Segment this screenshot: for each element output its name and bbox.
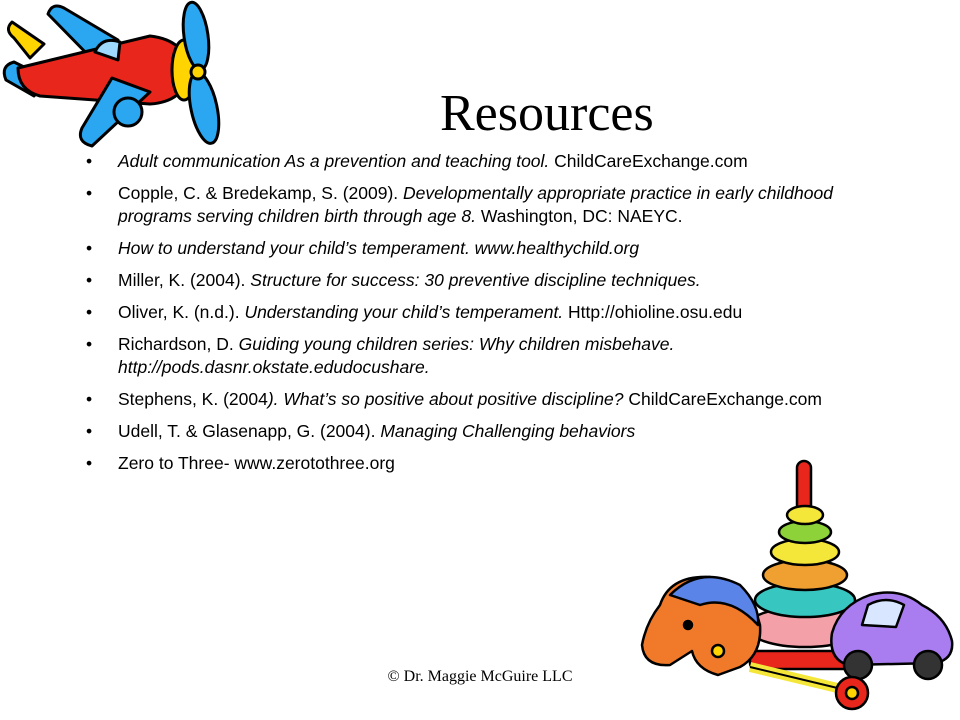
resource-item: [86, 150, 876, 173]
resource-item: [86, 420, 876, 443]
copyright-footer: © Dr. Maggie McGuire LLC: [387, 668, 573, 685]
resource-text: Richardson, D.: [118, 334, 239, 354]
resource-item: [86, 333, 876, 379]
resource-text-italic: Developmentally appropriate practice in early childhood programs serving children birth through age 8.: [118, 183, 833, 226]
resource-text-italic: Adult communication As a prevention and teaching tool.: [118, 151, 550, 171]
bullet-marker: •: [86, 183, 93, 203]
slide-title: Resources: [440, 85, 654, 142]
bullet-marker: •: [86, 238, 93, 258]
resource-text: Stephens, K. (2004: [118, 389, 268, 409]
resource-text-italic: Guiding young children series: Why children misbehave. http://pods.dasnr.okstate.edudocushare.: [118, 334, 675, 377]
bullet-marker: •: [86, 389, 93, 409]
resource-list: [86, 150, 876, 484]
resource-text: Copple, C. & Bredekamp, S. (2009).: [118, 183, 403, 203]
resource-text: Miller, K. (2004).: [118, 270, 251, 290]
resource-item: [86, 388, 876, 411]
bullet-marker: •: [86, 302, 93, 322]
resource-text-italic: Understanding your child’s temperament.: [244, 302, 564, 322]
bullet-marker: •: [86, 334, 93, 354]
resource-text: ChildCareExchange.com: [549, 151, 748, 171]
resource-item: [86, 237, 876, 260]
resource-text: ChildCareExchange.com: [623, 389, 822, 409]
bullet-marker: •: [86, 270, 93, 290]
resource-text: Http://ohioline.osu.edu: [563, 302, 743, 322]
resource-text: Oliver, K. (n.d.).: [118, 302, 245, 322]
airplane-clipart: [0, 0, 230, 170]
resource-text-italic: Structure for success: 30 preventive discipline techniques.: [250, 270, 701, 290]
resource-item: [86, 452, 876, 475]
resource-text-italic: Managing Challenging behaviors: [380, 421, 636, 441]
resource-item: [86, 182, 876, 228]
bullet-marker: •: [86, 453, 93, 473]
resource-text-italic: ). What’s so positive about positive discipline?: [267, 389, 624, 409]
resource-text: Washington, DC: NAEYC.: [475, 206, 683, 226]
resource-item: [86, 269, 876, 292]
bullet-marker: •: [86, 421, 93, 441]
resource-text-italic: How to understand your child’s temperament. www.healthychild.org: [118, 238, 640, 258]
resource-text: Udell, T. & Glasenapp, G. (2004).: [118, 421, 381, 441]
bullet-marker: •: [86, 151, 93, 171]
resource-item: [86, 301, 876, 324]
resource-text: Zero to Three- www.zerotothree.org: [118, 453, 395, 473]
